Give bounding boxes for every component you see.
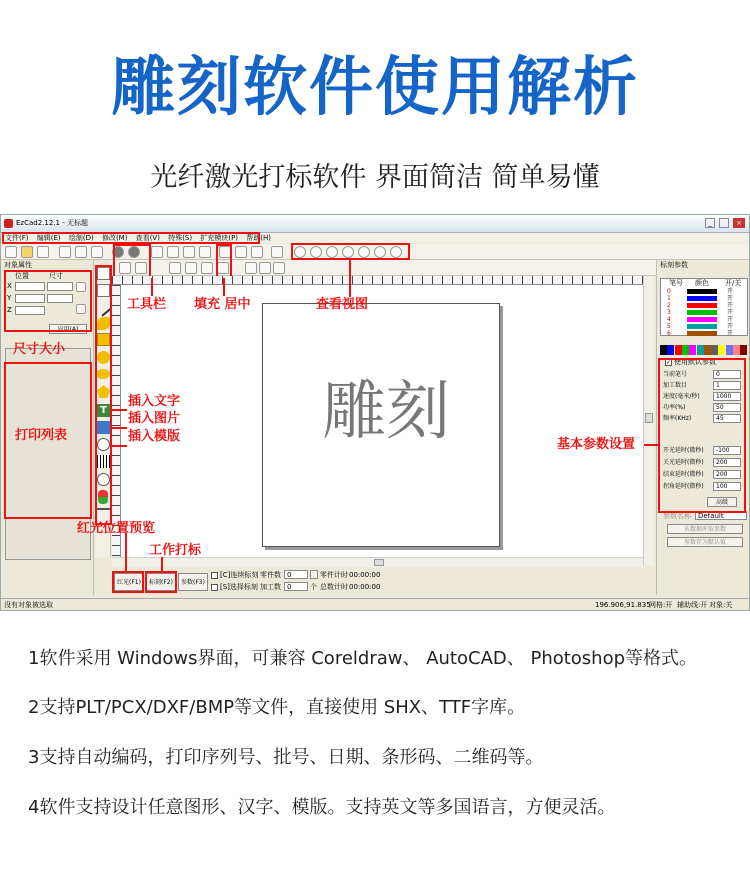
zoom-window-icon[interactable] [342,246,354,258]
text-insert-icon[interactable]: T [97,404,110,417]
snap-icon[interactable] [135,262,147,274]
param-name-label: 参数名称 [663,512,691,520]
center-icon[interactable] [235,246,247,258]
software-screenshot [0,214,750,611]
palette-swatch[interactable] [667,345,674,355]
mark-button[interactable]: 标刻(F2) [146,573,176,591]
part-timer-value: 00:00:00 [349,571,381,579]
use-default-label: 使用默认参数 [674,358,716,366]
node-tool-icon[interactable] [97,284,110,297]
mark-control-bar [112,567,652,597]
view-annotation: 查看视图 [316,297,369,312]
palette-swatch[interactable] [726,345,733,355]
part-count-reset-button[interactable] [310,570,318,579]
status-guide: 辅助线:开 [677,601,708,609]
pen-color-swatch [687,310,717,315]
window-titlebar [1,215,750,233]
palette-swatch[interactable] [740,345,747,355]
barcode-icon[interactable] [251,246,263,258]
pen-color-swatch [687,331,717,336]
panel-title: 对象属性 [4,261,32,269]
palette-swatch[interactable] [689,345,696,355]
zoom-in-icon[interactable] [294,246,306,258]
palette-swatch[interactable] [660,345,667,355]
main-toolbar [1,244,750,260]
pen-onoff[interactable]: 开 [727,316,734,323]
app-logo-icon [4,219,13,228]
pen-onoff[interactable]: 开 [727,309,734,316]
pen-row[interactable] [661,309,747,316]
height-field[interactable] [47,294,73,303]
insert-image-arrow [111,427,127,429]
param-field[interactable]: -100 [713,446,741,455]
copy-icon[interactable] [75,246,87,258]
status-message: 没有对象被选取 [4,601,53,609]
menu-modify[interactable]: 修改(M) [101,234,128,242]
pen-list[interactable] [660,278,748,336]
window-title: EzCad2.12.1 - 无标题 [16,219,88,227]
circle-tool-icon[interactable] [97,351,110,364]
io-tool-icon[interactable] [98,490,108,504]
pen-onoff[interactable]: 开 [727,302,734,309]
insert-text-arrow [111,409,127,411]
pen-color-swatch [687,303,717,308]
ungroup-icon[interactable] [183,246,195,258]
param-label: 当前笔号 [663,371,688,378]
vertical-scroll-thumb[interactable] [645,413,653,423]
select-mark-checkbox[interactable] [211,584,218,591]
total-timer-label: 总数计时 [320,583,348,591]
select-all-icon[interactable] [151,246,163,258]
advanced-button[interactable]: 高级 [707,497,737,507]
pen-number: 6 [667,330,671,337]
node-edit-icon[interactable] [199,246,211,258]
cut-icon[interactable] [59,246,71,258]
menu-bar [1,233,750,243]
pen-number: 2 [667,302,671,309]
menu-special[interactable]: 特殊(S) [168,234,193,242]
canvas-text[interactable]: 雕刻 [322,375,450,449]
line-tool-icon[interactable] [94,298,112,316]
pen-number: 1 [667,295,671,302]
zoom-out-icon[interactable] [310,246,322,258]
basic-params-arrow [644,444,658,446]
align-icon[interactable] [201,262,213,274]
page-title: 雕刻软件使用解析 [111,51,639,125]
pen-color-swatch [687,317,717,322]
insert-text-annotation: 插入文字 [128,394,181,409]
palette-swatch[interactable] [704,345,711,355]
vertical-scrollbar[interactable] [643,276,654,566]
feature-item: 3支持自动编码，打印序列号、批号、日期、条形码、二维码等。 [28,747,544,768]
status-object: 对象:关 [709,601,733,609]
drawing-toolbar [95,265,111,557]
use-default-checkbox[interactable]: ✓ [666,359,672,366]
param-label: 拐角延时(微秒) [663,483,704,490]
pen-number: 4 [667,316,671,323]
palette-swatch[interactable] [697,345,704,355]
unlock-icon[interactable] [185,262,197,274]
mark-params-panel [656,260,750,595]
size-header: 尺寸 [49,272,63,280]
rectangle-tool-icon[interactable] [97,333,110,346]
param-field[interactable]: 45 [713,414,741,423]
grid-icon[interactable] [119,262,131,274]
lock-icon[interactable] [169,262,181,274]
canvas-area[interactable] [112,276,643,566]
pen-row[interactable] [661,288,747,295]
processed-label: 加工数 [260,583,281,591]
red-preview-annotation: 红光位置预览 [77,521,156,536]
hatch-icon[interactable] [219,246,231,258]
palette-swatch[interactable] [718,345,725,355]
group-icon[interactable] [167,246,179,258]
menu-file[interactable]: 文件(F) [5,234,29,242]
param-field[interactable]: 200 [713,458,741,467]
fill-center-arrow [223,278,225,296]
pen-row[interactable] [661,302,747,309]
status-bar [1,598,750,611]
close-button[interactable]: × [733,218,745,228]
select-tool-icon[interactable] [97,267,110,280]
palette-swatch[interactable] [733,345,740,355]
ellipse-tool-icon[interactable] [96,369,110,379]
text-tool-icon[interactable] [271,246,283,258]
palette-swatch[interactable] [711,345,718,355]
y-position-field[interactable] [15,294,45,303]
continuous-label: [C]连续标刻 [220,571,259,579]
feature-item: 2支持PLT/PCX/DXF/BMP等文件，直接使用 SHX、TTF字库。 [28,697,526,718]
basic-params-annotation: 基本参数设置 [557,437,636,452]
motion-tool-icon[interactable] [97,508,110,521]
timer-tool-icon[interactable] [97,473,110,486]
pen-row[interactable] [661,323,747,330]
lock-all-icon[interactable] [217,262,229,274]
minimize-button[interactable]: _ [705,218,715,228]
pen-color-swatch [687,289,717,294]
pen-number: 5 [667,323,671,330]
status-coords: 196.906,91.835 [595,601,651,609]
feature-item: 4软件支持设计任意图形、汉字、模版。支持英文等多国语言，方便灵活。 [28,797,616,818]
new-file-icon[interactable] [5,246,17,258]
param-label: 频率(KHz) [663,415,692,422]
params-panel-title: 标刻参数 [660,261,688,269]
menu-draw[interactable]: 绘制(D) [68,234,94,242]
part-count-field[interactable]: 0 [284,570,308,579]
pen-row[interactable] [661,330,747,337]
flip-icon[interactable] [273,262,285,274]
x-position-field[interactable] [15,282,45,291]
red-preview-arrow [125,533,127,571]
param-name-field[interactable]: Default [695,511,747,520]
palette-swatch[interactable] [675,345,682,355]
horizontal-scroll-thumb[interactable] [374,559,384,566]
param-label: 开光延时(微秒) [663,447,704,454]
work-area-page[interactable] [262,303,500,547]
part-count-label: 零件数 [260,571,281,579]
pen-onoff[interactable]: 开 [727,330,734,337]
paste-icon[interactable] [91,246,103,258]
insert-template-annotation: 插入模版 [128,429,181,444]
distribute-icon[interactable] [245,262,257,274]
redo-icon[interactable] [128,246,140,258]
red-light-button[interactable]: 红光(F1) [114,573,144,591]
pen-color-swatch [687,296,717,301]
param-label: 结束延时(微秒) [663,471,704,478]
toolbar-annotation: 工具栏 [127,297,167,312]
palette-swatch[interactable] [682,345,689,355]
param-field[interactable]: 200 [713,470,741,479]
position-header: 位置 [15,272,29,280]
total-timer-value: 00:00:00 [349,583,381,591]
pen-onoff[interactable]: 开 [727,323,734,330]
lock-ratio-icon[interactable] [76,282,86,292]
param-field[interactable]: 1 [713,381,741,390]
pen-color-swatch [687,324,717,329]
template-insert-icon[interactable] [97,438,110,451]
y-label: Y [7,294,12,302]
pen-row[interactable] [661,295,747,302]
work-mark-arrow [161,557,163,571]
view-arrow [349,260,351,297]
part-timer-label: 零件计时 [320,571,348,579]
param-label: 关光延时(微秒) [663,459,704,466]
pen-header-color: 颜色 [695,279,709,287]
x-label: X [7,282,12,290]
zoom-select-icon[interactable] [358,246,370,258]
pen-header-no: 笔号 [669,279,683,287]
horizontal-ruler [112,276,643,285]
zoom-fit-icon[interactable] [390,246,402,258]
param-field[interactable]: 0 [713,370,741,379]
status-grid: 网格:开 [649,601,673,609]
toolbar-arrow [151,278,153,296]
anchor-icon[interactable] [76,304,86,314]
mirror-icon[interactable] [259,262,271,274]
menu-extension[interactable]: 扩充模块(P) [200,234,239,242]
zoom-page-icon[interactable] [374,246,386,258]
open-file-icon[interactable] [21,246,33,258]
continuous-checkbox[interactable] [211,572,218,579]
width-field[interactable] [47,282,73,291]
pen-row[interactable] [661,316,747,323]
processed-field[interactable]: 0 [284,582,308,591]
size-annotation: 尺寸大小 [13,342,66,357]
insert-template-arrow [111,445,127,447]
polygon-tool-icon[interactable] [97,385,110,398]
param-field[interactable]: 100 [713,482,741,491]
param-field[interactable]: 50 [713,403,741,412]
pen-number: 0 [667,288,671,295]
fill-center-annotation: 填充 居中 [194,297,251,312]
insert-image-annotation: 插入图片 [128,411,181,426]
param-label: 功率(%) [663,404,686,411]
curve-tool-icon[interactable] [97,317,110,330]
params-button[interactable]: 参数(F3) [178,573,208,591]
menu-edit[interactable]: 编辑(E) [36,234,61,242]
load-params-button[interactable]: 从数据库取参数 [667,524,743,534]
apply-button[interactable]: 应用(A) [49,324,87,334]
print-list-annotation: 打印列表 [15,428,68,443]
pen-header-onoff: 开/关 [725,279,742,287]
select-mark-label: [S]选择标刻 [220,583,258,591]
menu-items [5,234,277,243]
feature-item: 1软件采用 Windows界面，可兼容 Coreldraw、 AutoCAD、 Photoshop等格式。 [28,648,698,669]
save-default-button[interactable]: 参数存为默认值 [667,537,743,547]
pen-onoff[interactable]: 开 [727,295,734,302]
color-palette [660,345,750,355]
secondary-toolbar [111,260,750,276]
undo-icon[interactable] [112,246,124,258]
barcode-tool-icon[interactable] [97,455,110,468]
menu-help[interactable]: 帮助(H) [246,234,271,242]
param-field[interactable]: 1000 [713,392,741,401]
param-label: 加工数目 [663,382,688,389]
pen-onoff[interactable]: 开 [727,288,734,295]
maximize-button[interactable] [719,218,729,228]
image-insert-icon[interactable] [97,421,110,434]
param-label: 速度(毫米/秒) [663,393,700,400]
work-mark-annotation: 工作打标 [149,543,202,558]
zoom-all-icon[interactable] [326,246,338,258]
z-position-field[interactable] [15,306,45,315]
menu-view[interactable]: 查看(V) [135,234,160,242]
page-subtitle: 光纤激光打标软件 界面简洁 简单易懂 [150,162,600,193]
z-label: Z [7,306,12,314]
pen-number: 3 [667,309,671,316]
processed-unit: 个 [310,583,317,591]
save-file-icon[interactable] [37,246,49,258]
